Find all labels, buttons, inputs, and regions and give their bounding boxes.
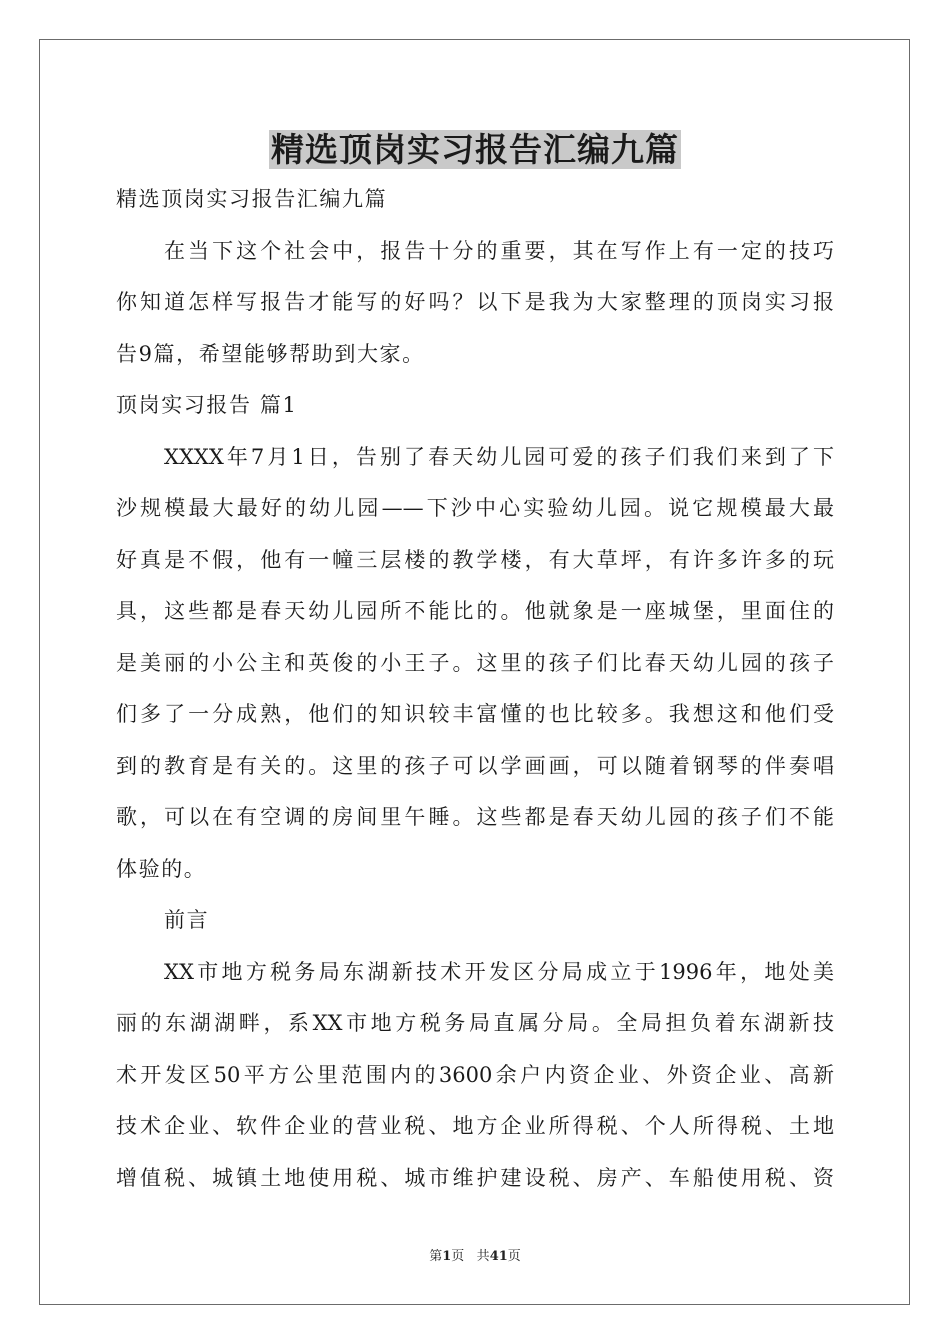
page-number: 1 [442, 1249, 452, 1264]
paragraph-line: 你知道怎样写报告才能写的好吗？以下是我为大家整理的顶岗实习报 [116, 290, 834, 314]
page-footer [0, 1245, 950, 1264]
subtitle-line: 精选顶岗实习报告汇编九篇 [116, 187, 388, 211]
page-suffix: 页 [451, 1249, 465, 1264]
paragraph-line: 们多了一分成熟，他们的知识较丰富懂的也比较多。我想这和他们受 [116, 702, 834, 726]
total-suffix: 页 [507, 1249, 521, 1264]
document-title [0, 124, 950, 176]
document-body [116, 174, 834, 1204]
paragraph-line: 术开发区50平方公里范围内的3600余户内资企业、外资企业、高新 [116, 1062, 834, 1087]
page-prefix: 第 [429, 1249, 443, 1264]
paragraph-line: 是美丽的小公主和英俊的小王子。这里的孩子们比春天幼儿园的孩子 [116, 650, 834, 675]
paragraph-line: XXXX年7月1日，告别了春天幼儿园可爱的孩子们我们来到了下 [164, 444, 834, 469]
paragraph-line: 体验的。 [116, 856, 207, 881]
document-title-text: 精选顶岗实习报告汇编九篇 [271, 130, 679, 169]
total-pages: 41 [489, 1249, 508, 1264]
paragraph-line: 告9篇，希望能够帮助到大家。 [116, 341, 425, 366]
paragraph-line: 好真是不假，他有一幢三层楼的教学楼，有大草坪，有许多许多的玩 [116, 547, 834, 572]
paragraph-line: 丽的东湖湖畔，系XX市地方税务局直属分局。全局担负着东湖新技 [116, 1011, 834, 1035]
paragraph-line: 歌，可以在有空调的房间里午睡。这些都是春天幼儿园的孩子们不能 [116, 805, 834, 829]
section-heading: 前言 [164, 908, 210, 932]
paragraph-line: 在当下这个社会中，报告十分的重要，其在写作上有一定的技巧 [164, 238, 834, 263]
paragraph-line: 到的教育是有关的。这里的孩子可以学画画，可以随着钢琴的伴奏唱 [116, 753, 834, 778]
paragraph-line: XX市地方税务局东湖新技术开发区分局成立于1996年，地处美 [164, 959, 834, 984]
total-prefix: 共 [476, 1249, 490, 1264]
paragraph-line: 技术企业、软件企业的营业税、地方企业所得税、个人所得税、土地 [116, 1114, 834, 1138]
paragraph-line: 沙规模最大最好的幼儿园——下沙中心实验幼儿园。说它规模最大最 [116, 496, 834, 520]
paragraph-line: 增值税、城镇土地使用税、城市维护建设税、房产、车船使用税、资 [116, 1165, 834, 1190]
section-heading: 顶岗实习报告 篇1 [116, 393, 298, 417]
paragraph-line: 具，这些都是春天幼儿园所不能比的。他就象是一座城堡，里面住的 [116, 599, 834, 623]
